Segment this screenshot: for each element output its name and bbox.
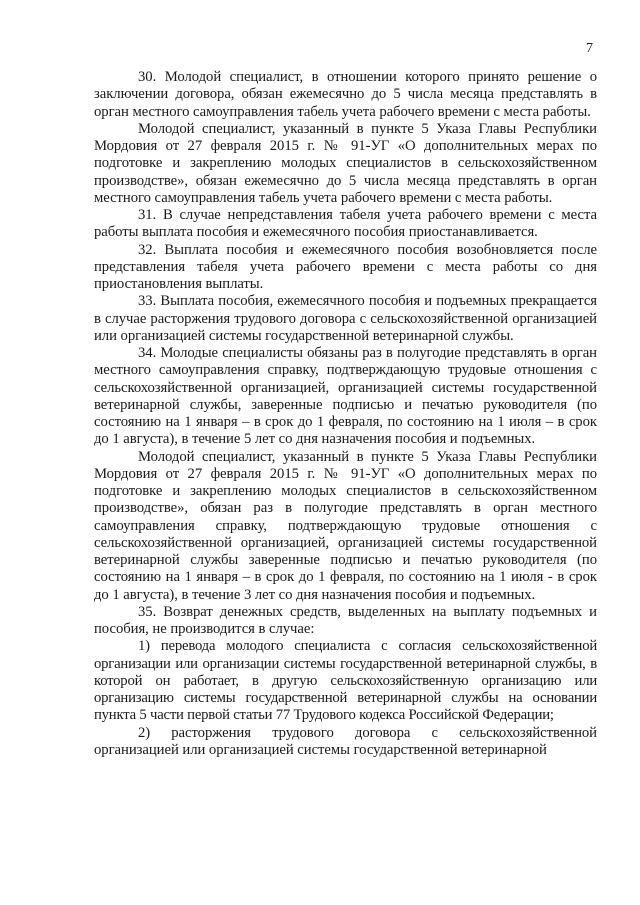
paragraph-35-item-2: 2) расторжения трудового договора с сельскохозяйственной организацией или организацией системы государственной ветеринарной: [94, 724, 597, 758]
paragraph-33: 33. Выплата пособия, ежемесячного пособия и подъемных прекращается в случае расторжения трудового договора с сельскохозяйственной организацией или организацией системы государственной ветеринарной службы.: [94, 293, 597, 344]
paragraph-30: 30. Молодой специалист, в отношении которого принято решение о заключении договора, обязан ежемесячно до 5 числа месяца представлять в орган местного самоуправления табель учета рабочего времени с места работы.: [94, 69, 597, 120]
paragraph-34: 34. Молодые специалисты обязаны раз в полугодие представлять в орган местного самоуправления справку, подтверждающую трудовые отношения с сельскохозяйственной организацией, организацией системы государственной ветеринарной службы, заверенные подписью и печатью руководителя (по состоянию на 1 января – в срок до 1 февраля, по состоянию на 1 июля – в срок до 1 августа), в течение 5 лет со дня назначения пособия и подъемных.: [94, 345, 597, 448]
paragraph-35-item-1: 1) перевода молодого специалиста с согласия сельскохозяйственной организации или организации системы государственной ветеринарной службы, в которой он работает, в другую сельскохозяйственную организацию или организацию системы государственной ветеринарной службы на основании пункта 5 части первой статьи 77 Трудового кодекса Российской Федерации;: [94, 638, 597, 724]
page-number: 7: [586, 41, 593, 56]
paragraph-34-specialist: Молодой специалист, указанный в пункте 5 Указа Главы Республики Мордовия от 27 февраля 2015 г. № 91-УГ «О дополнительных мерах по подготовке и закреплению молодых специалистов в сельскохозяйственном производстве», обязан раз в полугодие представлять в орган местного самоуправления справку, подтверждающую трудовые отношения с сельскохозяйственной организацией, организацией системы государственной ветеринарной службы заверенные подписью и печатью руководителя (по состоянию на 1 января – в срок до 1 февраля, по состоянию на 1 июля - в срок до 1 августа), в течение 3 лет со дня назначения пособия и подъемных.: [94, 448, 597, 603]
paragraph-30-specialist: Молодой специалист, указанный в пункте 5 Указа Главы Республики Мордовия от 27 февраля 2015 г. № 91-УГ «О дополнительных мерах по подготовке и закреплению молодых специалистов в сельскохозяйственном производстве», обязан ежемесячно до 5 числа месяца представлять в орган местного самоуправления табель учета рабочего времени с места работы.: [94, 120, 597, 206]
paragraph-35: 35. Возврат денежных средств, выделенных на выплату подъемных и пособия, не производится в случае:: [94, 603, 597, 637]
paragraph-31: 31. В случае непредставления табеля учета рабочего времени с места работы выплата пособия и ежемесячного пособия приостанавливается.: [94, 207, 597, 241]
document-body: [94, 69, 597, 759]
paragraph-32: 32. Выплата пособия и ежемесячного пособия возобновляется после представления табеля учета рабочего времени с места работы со дня приостановления выплаты.: [94, 241, 597, 292]
